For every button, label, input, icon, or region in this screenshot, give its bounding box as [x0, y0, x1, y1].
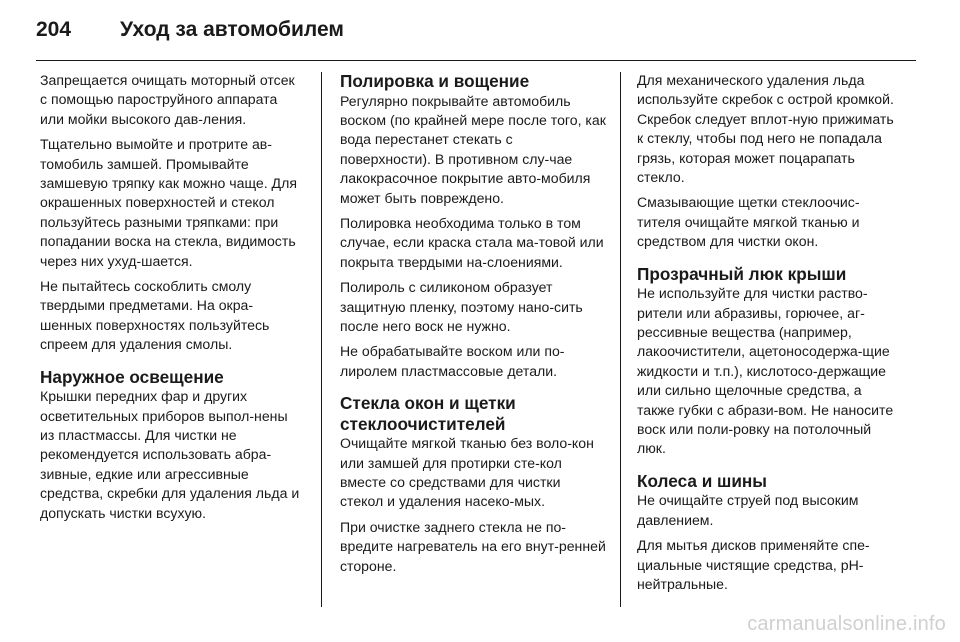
paragraph-rear-window: При очистке заднего стекла не по-вредите нагреватель на его внут-ренней стороне. — [340, 518, 606, 574]
paragraph-wiper-blades: Смазывающие щетки стеклоочис-тителя очищайте мягкой тканью и средством для чистки окон. — [637, 194, 860, 250]
column-2 — [340, 71, 606, 582]
paragraph-wheel-cleaner: Для мытья дисков применяйте спе-циальные чистящие средства, pH-нейтральные. — [637, 537, 870, 592]
paragraph-lighting: Крышки передних фар и других осветительных приборов выпол-нены из пластмассы. Для чистки не рекомендуется использовать абра-зивные, едкие или агрессивные средства, скребки для удаления льда и допускать чистки всухую. — [40, 388, 300, 521]
paragraph-sunroof: Не используйте для чистки раство-рители или абразивы, горючее, аг-рессивные вещества (например, лакоочистители, ацетоносодержа-щие жидкости и т.п.), кислотосо-держащие или сильно щелочные средства, а также губки с абрази-вом. Не наносите воск или поли-ровку на потолочный люк. — [637, 285, 894, 457]
heading-sunroof: Прозрачный люк крыши — [637, 263, 847, 284]
paragraph-wax-regular: Регулярно покрывайте автомобиль воском (по крайней мере после того, как вода перестанет стекать с поверхности). В противном слу-чае лакокрасочное покрытие авто-мобиля может быть повреждено. — [340, 92, 606, 206]
page-header — [36, 10, 344, 50]
column-divider-1 — [321, 72, 322, 607]
column-1 — [40, 71, 302, 529]
paragraph-glass-cleaning: Очищайте мягкой тканью без воло-кон или замшей для протирки сте-кол вместе со средствами для чистки стекол и удаления насеко-мых. — [340, 435, 594, 510]
heading-glass-wipers: Стекла окон и щетки стеклоочистителей — [340, 393, 516, 434]
column-divider-2 — [620, 72, 621, 607]
heading-wheels-tyres: Колеса и шины — [637, 470, 767, 491]
paragraph-ice-scraper: Для механического удаления льда используйте скребок с острой кромкой. Скребок следует вплот-ную прижимать к стеклу, чтобы под него не попадала грязь, которая может поцарапать стекло. — [637, 72, 894, 186]
paragraph-polish-needed: Полировка необходима только в том случае, если краска стала ма-товой или покрыта твердыми на-слоениями. — [340, 214, 604, 270]
watermark-text: carmanualsonline.info — [747, 613, 946, 635]
paragraph-plastic-parts: Не обрабатывайте воском или по-лиролем пластмассовые детали. — [340, 343, 565, 379]
header-divider — [36, 60, 916, 61]
page-title: Уход за автомобилем — [120, 18, 344, 41]
paragraph-high-pressure: Не очищайте струей под высоким давлением. — [637, 492, 859, 528]
paragraph-silicone: Полироль с силиконом образует защитную пленку, поэтому нано-сить после него воск не нужно. — [340, 279, 583, 334]
heading-exterior-lighting: Наружное освещение — [40, 366, 224, 387]
column-3 — [637, 71, 903, 600]
page-number: 204 — [36, 18, 72, 41]
paragraph-tar: Не пытайтесь соскоблить смолу твердыми предметами. На окра-шенных поверхностях пользуйтесь спреем для удаления смолы. — [40, 278, 270, 353]
paragraph-engine-wash: Запрещается очищать моторный отсек с помощью пароструйного аппарата или мойки высокого дав-ления. — [40, 72, 295, 127]
heading-polishing: Полировка и вощение — [340, 71, 530, 91]
paragraph-chamois: Тщательно вымойте и протрите ав-томобиль замшей. Промывайте замшевую тряпку как можно чаще. Для окрашенных поверхностей и стекол пользуйтесь разными тряпками: при попадании воска на стекла, видимость через них ухуд-шается. — [40, 136, 297, 269]
